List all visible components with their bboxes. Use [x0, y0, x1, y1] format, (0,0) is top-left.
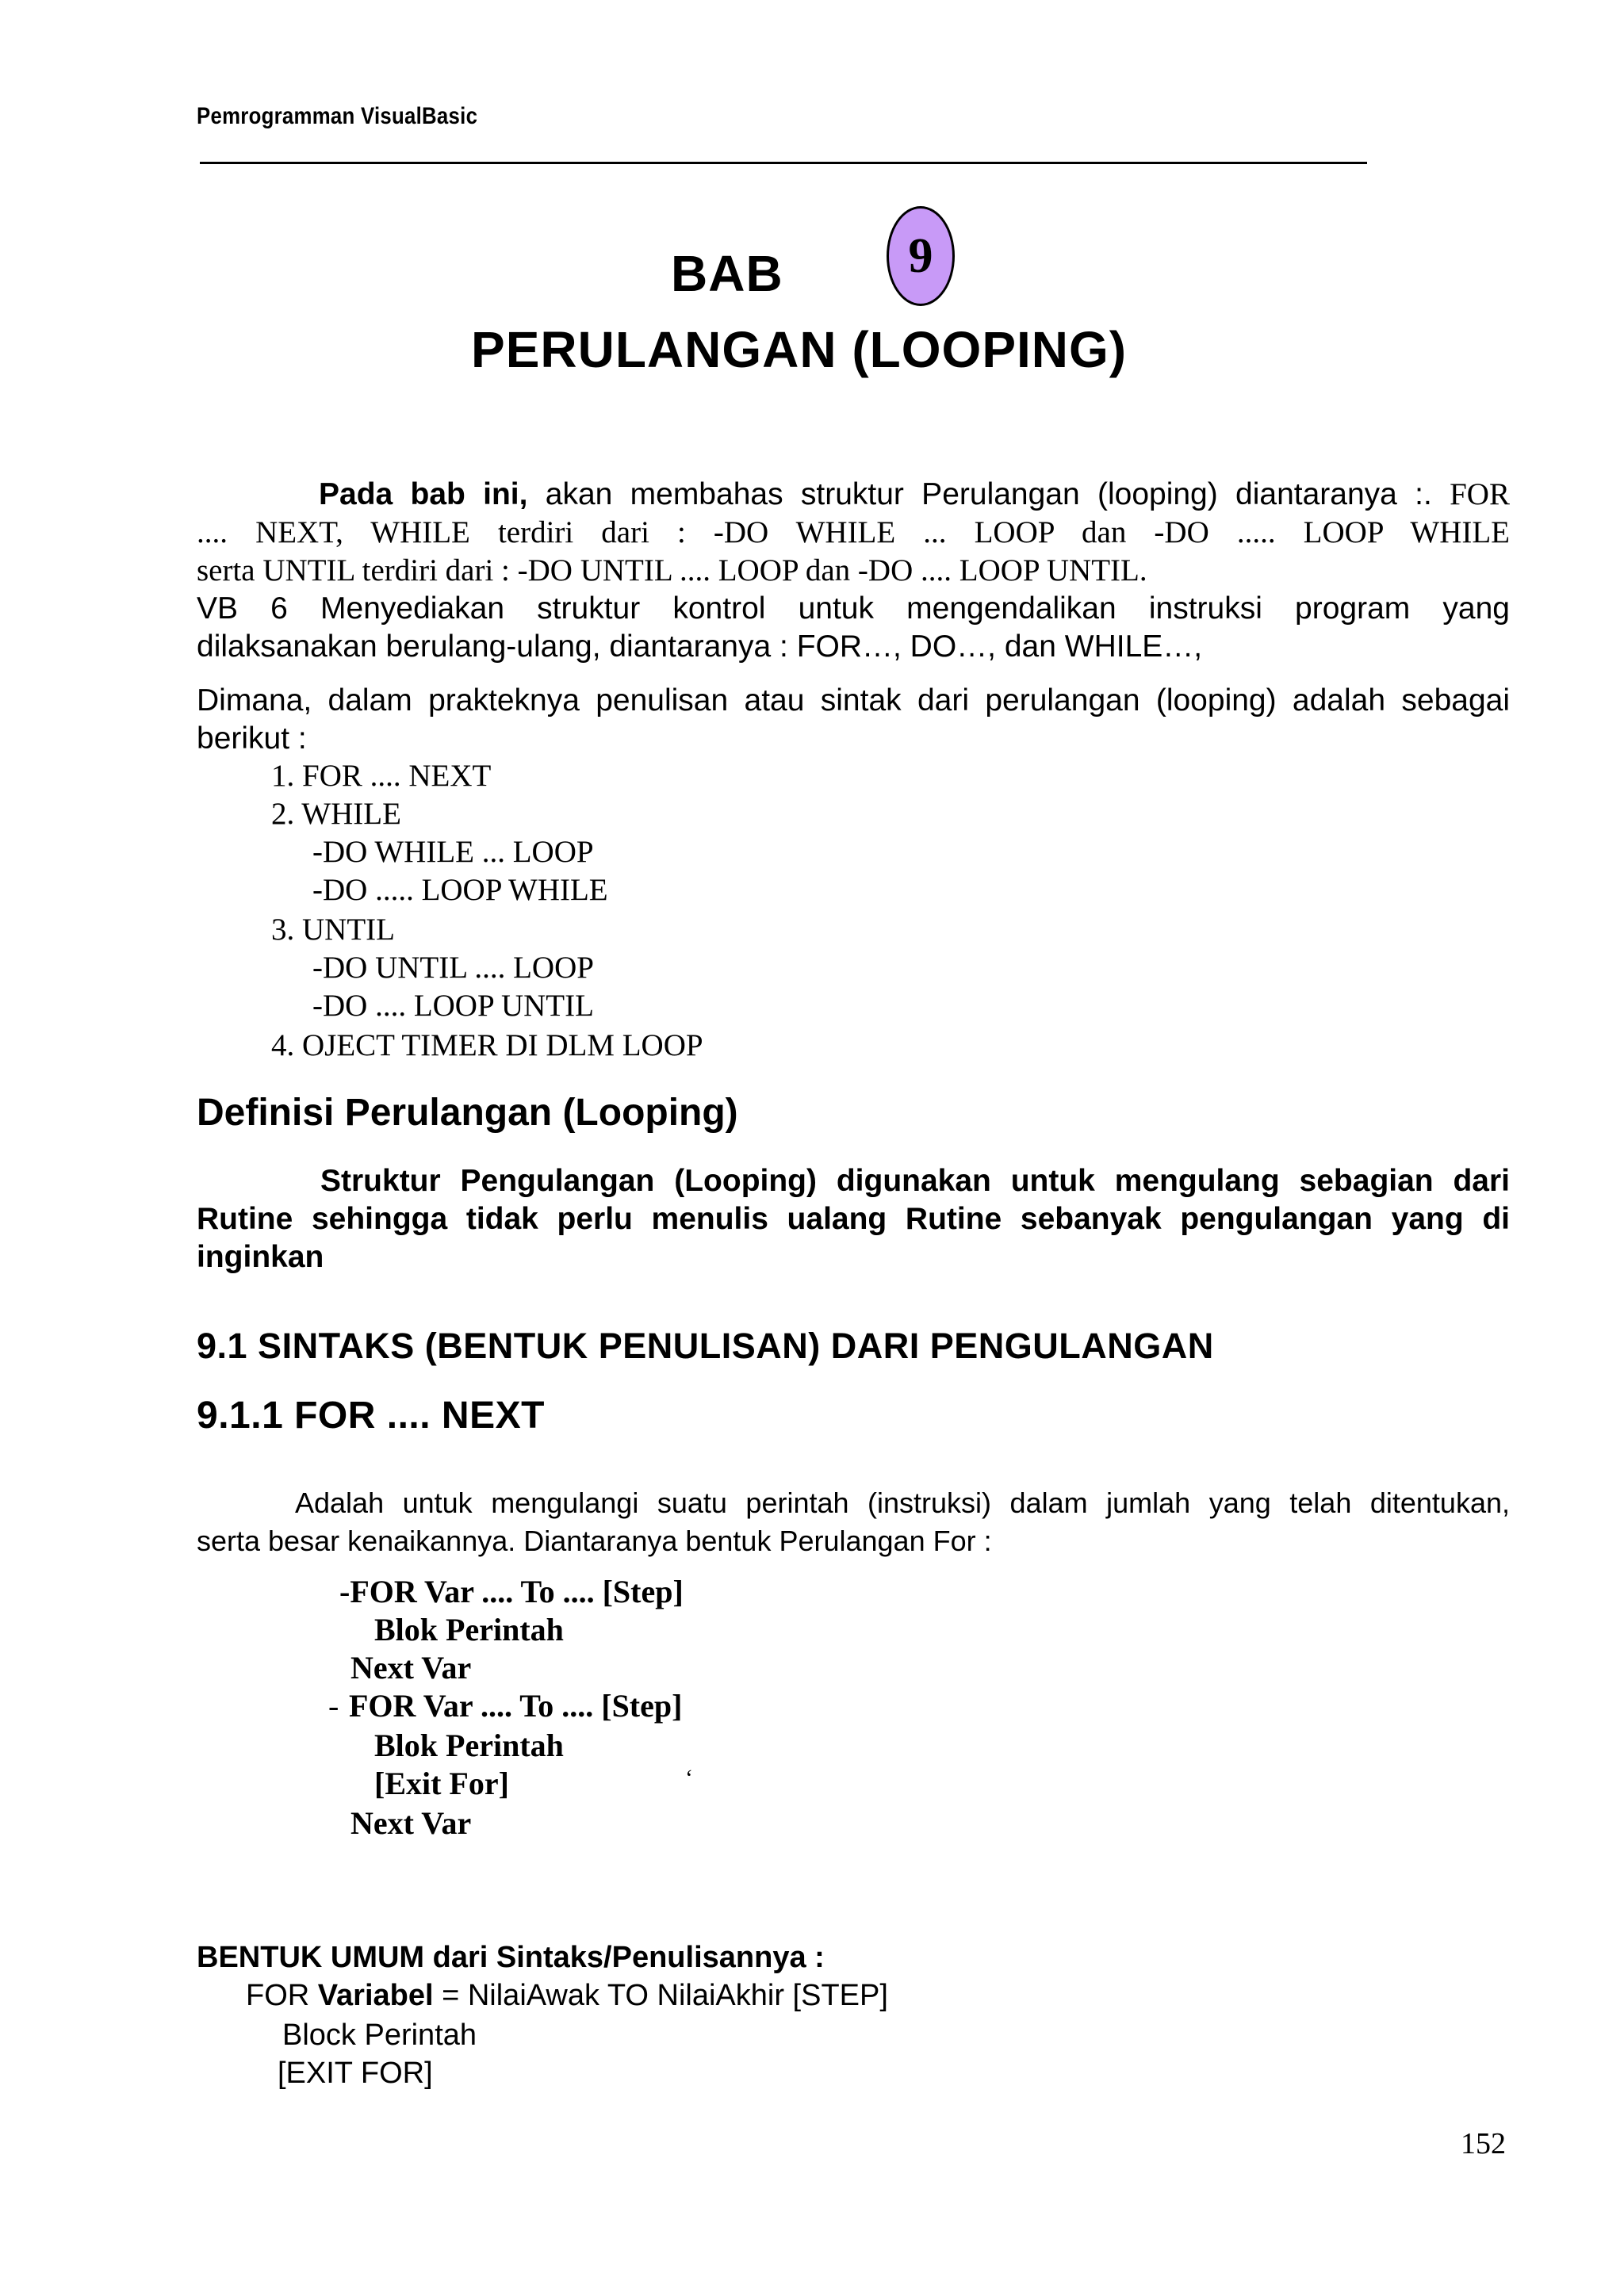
intro-lead-text: akan membahas struktur Perulangan (looping) diantaranya :. [545, 477, 1432, 511]
general-form-line-2: Block Perintah [282, 2019, 477, 2052]
list-subitem-do-until-loop: -DO UNTIL .... LOOP [312, 951, 594, 985]
intro-line-4: VB 6 Menyediakan struktur kontrol untuk mengendalikan instruksi program yang [197, 591, 1510, 626]
chapter-bab-label: BAB [671, 245, 783, 302]
section-9-1-1-heading: 9.1.1 FOR .... NEXT [197, 1395, 545, 1437]
definition-line-3: inginkan [197, 1240, 324, 1274]
for-next-desc-line-1: Adalah untuk mengulangi suatu perintah (instruksi) dalam jumlah yang telah ditentukan, [295, 1487, 1510, 1519]
chapter-number-badge [887, 206, 955, 306]
general-form-for: FOR [246, 1979, 310, 2012]
code-form1-for-line: -FOR Var .... To .... [Step] [339, 1574, 684, 1609]
running-header: Pemrogramman VisualBasic [197, 103, 478, 129]
intro-lead-bold: Pada bab ini, [319, 477, 528, 511]
list-subitem-do-loop-while: -DO ..... LOOP WHILE [312, 873, 608, 907]
list-item-object-timer: 4. OJECT TIMER DI DLM LOOP [271, 1028, 703, 1062]
intro-line-2: .... NEXT, WHILE terdiri dari : -DO WHILE ... LOOP dan -DO ..... LOOP WHILE [197, 515, 1510, 549]
definition-line-1: Struktur Pengulangan (Looping) digunakan untuk mengulang sebagian dari [320, 1164, 1510, 1198]
intro-line-1 [197, 476, 1510, 514]
list-item-while: 2. WHILE [271, 797, 401, 831]
intro-line-3: serta UNTIL terdiri dari : -DO UNTIL .... LOOP dan -DO .... LOOP UNTIL. [197, 553, 1147, 587]
general-form-line-1 [246, 1979, 888, 2013]
general-form-variabel: Variabel [317, 1979, 434, 2012]
code-form2-for-line: FOR Var .... To .... [Step] [349, 1688, 683, 1724]
code-form2-next-line: Next Var [350, 1805, 472, 1841]
chapter-number: 9 [908, 228, 933, 283]
code-form2-stray-mark: ‘ [685, 1765, 693, 1791]
list-subitem-do-loop-until: -DO .... LOOP UNTIL [312, 989, 594, 1023]
intro-lead-for: FOR [1450, 477, 1510, 511]
code-form1-block-line: Blok Perintah [374, 1612, 564, 1647]
general-form-heading: BENTUK UMUM dari Sintaks/Penulisannya : [197, 1941, 825, 1974]
list-item-for-next: 1. FOR .... NEXT [271, 759, 492, 793]
page-number: 152 [1461, 2127, 1506, 2160]
general-form-line-3: [EXIT FOR] [278, 2057, 433, 2090]
definition-line-2: Rutine sehingga tidak perlu menulis ualang Rutine sebanyak pengulangan yang di [197, 1202, 1510, 1236]
code-form1-next-line: Next Var [350, 1650, 472, 1686]
general-form-range: = NilaiAwak TO NilaiAkhir [STEP] [442, 1979, 888, 2012]
code-form2-exit-line: [Exit For] [374, 1766, 509, 1801]
code-form2-dash: - [328, 1688, 339, 1724]
for-next-desc-line-2: serta besar kenaikannya. Diantaranya bentuk Perulangan For : [197, 1525, 992, 1557]
code-form2-block-line: Blok Perintah [374, 1728, 564, 1763]
list-subitem-do-while-loop: -DO WHILE ... LOOP [312, 835, 594, 869]
intro-line-5: dilaksanakan berulang-ulang, diantaranya : FOR…, DO…, dan WHILE…, [197, 629, 1203, 664]
chapter-title: PERULANGAN (LOOPING) [471, 321, 1128, 378]
list-item-until: 3. UNTIL [271, 913, 395, 947]
section-9-1-heading: 9.1 SINTAKS (BENTUK PENULISAN) DARI PENGULANGAN [197, 1326, 1214, 1366]
definition-heading: Definisi Perulangan (Looping) [197, 1092, 738, 1134]
intro-line-7: berikut : [197, 721, 307, 756]
intro-line-6: Dimana, dalam prakteknya penulisan atau sintak dari perulangan (looping) adalah sebagai [197, 683, 1510, 718]
header-rule [200, 162, 1367, 164]
